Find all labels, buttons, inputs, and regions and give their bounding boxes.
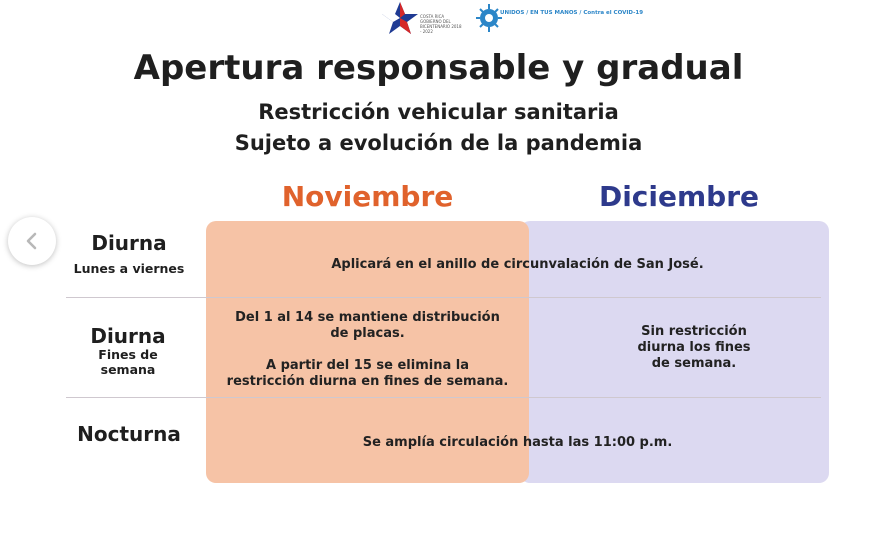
row-divider: [66, 397, 821, 398]
cell-weekend-november-part2: A partir del 15 se elimina la restricción diurna en fines de semana.: [226, 358, 509, 389]
cell-weekday-both-months: Aplicará en el anillo de circunvalación de San José.: [331, 257, 704, 272]
row-label-weekday: [66, 232, 192, 276]
row-label-subtitle: Lunes a viernes: [73, 261, 185, 276]
star-flag-icon: [380, 0, 420, 36]
page-subtitle-1: Restricción vehicular sanitaria: [258, 100, 619, 124]
month-header-december: Diciembre: [598, 180, 760, 213]
header-logos: [380, 0, 644, 38]
covid-campaign-logo: [476, 0, 644, 36]
row-label-title: Diurna: [91, 231, 167, 255]
covid-logo-text: UNIDOS / EN TUS MANOS / Contra el COVID-19: [500, 10, 644, 16]
page-title: Apertura responsable y gradual: [133, 48, 744, 88]
page-subtitle-2: Sujeto a evolución de la pandemia: [234, 131, 643, 155]
cell-night-both-months: Se amplía circulación hasta las 11:00 p.m.: [362, 435, 673, 450]
row-label-night: [66, 423, 192, 445]
cell-weekend-november-part1: Del 1 al 14 se mantiene distribución de placas.: [235, 310, 500, 341]
month-header-november: Noviembre: [281, 180, 454, 213]
row-label-weekend: [78, 325, 178, 377]
carousel-prev-button[interactable]: [8, 217, 56, 265]
government-logo-text: COSTA RICA GOBIERNO DEL BICENTENARIO 2018 - 2022: [420, 14, 462, 34]
row-label-subtitle: Fines de semana: [98, 347, 158, 377]
row-divider: [66, 297, 821, 298]
cell-weekend-december: Sin restricción diurna los fines de semana.: [637, 324, 751, 371]
chevron-left-icon: [22, 231, 42, 251]
virus-icon: [476, 0, 502, 36]
government-logo: [380, 0, 462, 36]
row-label-title: Diurna: [90, 324, 166, 348]
row-label-title: Nocturna: [77, 422, 181, 446]
